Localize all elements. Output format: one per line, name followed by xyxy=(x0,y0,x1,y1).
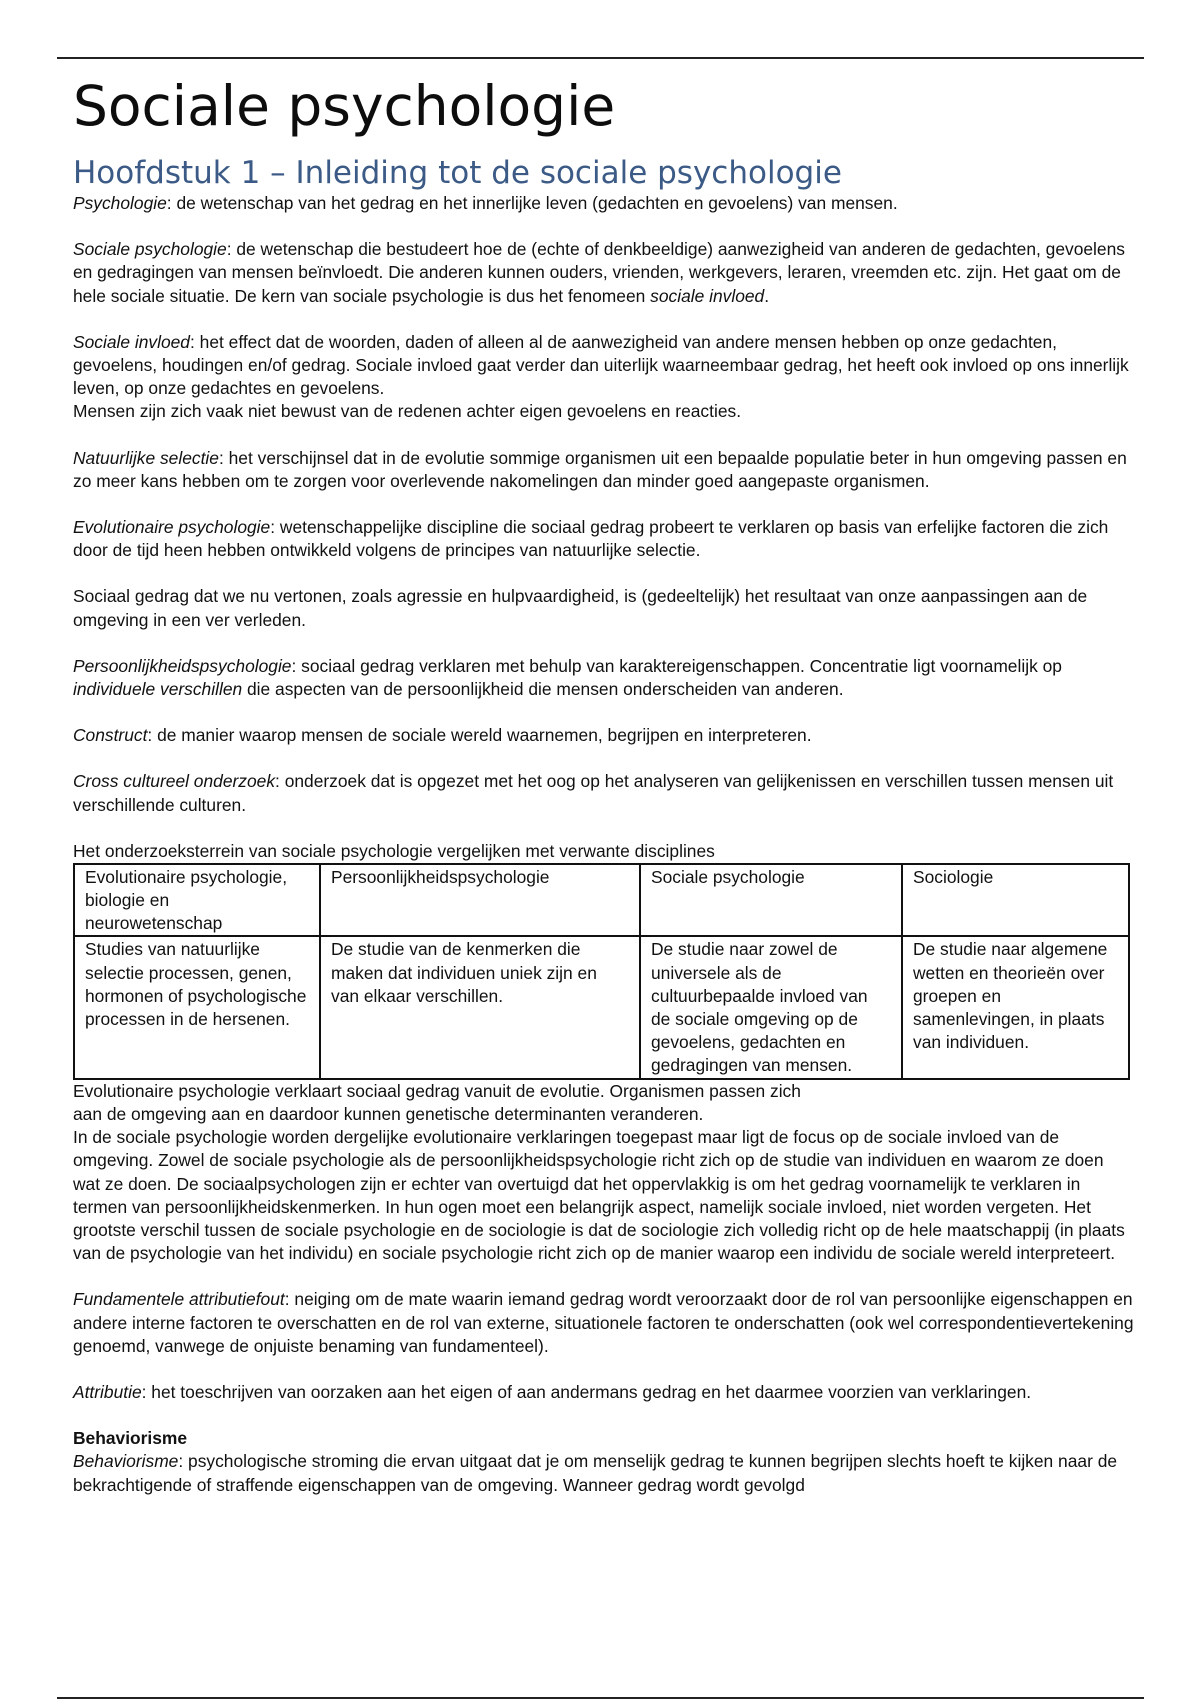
line: Evolutionaire psychologie verklaart sociaal gedrag vanuit de evolutie. Organismen passen zich xyxy=(73,1080,801,1101)
definition-end: die aspecten van de persoonlijkheid die mensen onderscheiden van anderen. xyxy=(242,679,844,700)
definition-behaviorisme xyxy=(73,1450,1135,1496)
definition-text: : de manier waarop mensen de sociale wereld waarnemen, begrijpen en interpreteren. xyxy=(147,725,812,746)
paragraph-sociaal-gedrag: Sociaal gedrag dat we nu vertonen, zoals agressie en hulpvaardigheid, is (gedeeltelijk) het resultaat van onze aanpassingen aan de omgeving in een ver verleden. xyxy=(73,586,1088,630)
definition-natuurlijke-selectie xyxy=(73,447,1135,493)
table-cell: De studie naar zowel de universele als de cultuurbepaalde invloed van de sociale omgeving op de gevoelens, gedachten en gedragingen van mensen. xyxy=(640,936,902,1078)
definition-sociale-invloed xyxy=(73,331,1135,424)
comparison-table xyxy=(73,863,1130,1080)
table-cell: Studies van natuurlijke selectie processen, genen, hormonen of psychologische processen in de hersenen. xyxy=(74,936,320,1078)
definition-cross-cultureel xyxy=(73,770,1135,816)
table-caption: Het onderzoeksterrein van sociale psychologie vergelijken met verwante disciplines xyxy=(73,840,715,861)
table-cell: De studie naar algemene wetten en theorieën over groepen en samenlevingen, in plaats van individuen. xyxy=(902,936,1129,1078)
term: Construct xyxy=(73,725,148,746)
line: aan de omgeving aan en daardoor kunnen genetische determinanten veranderen. xyxy=(73,1103,704,1124)
term: Evolutionaire psychologie xyxy=(73,517,271,538)
term: Sociale psychologie xyxy=(73,239,227,260)
definition-psychologie xyxy=(73,192,1135,215)
paragraph-evolutie xyxy=(73,1080,1135,1126)
term: Behaviorisme xyxy=(73,1451,179,1472)
definition-text: : de wetenschap van het gedrag en het innerlijke leven (gedachten en gevoelens) van mensen. xyxy=(166,193,898,213)
term: Sociale invloed xyxy=(73,331,190,352)
document-page xyxy=(73,72,1135,1497)
document-title: Sociale psychologie xyxy=(73,74,616,138)
definition-text: : wetenschappelijke discipline die sociaal gedrag probeert te verklaren op basis van erfelijke factoren die zich door de tijd heen hebben ontwikkeld volgens de principes van natuurlijke selectie. xyxy=(73,517,1109,561)
definition-attributie xyxy=(73,1381,1135,1404)
definition-evolutionaire-psychologie xyxy=(73,516,1135,562)
paragraph-vergelijking: In de sociale psychologie worden dergelijke evolutionaire verklaringen toegepast maar ligt de focus op de sociale invloed van de omgeving. Zowel de sociale psychologie als de persoonlijkheidspsychologie richt zich op de studie van individuen en waarom ze doen wat ze doen. De sociaalpsychologen zijn er echter van overtuigd dat het oppervlakkig is om het gedrag voornamelijk te verklaren in termen van persoonlijkheidskenmerken. In hun ogen moet een belangrijk aspect, namelijk sociale invloed, niet worden vergeten. Het grootste verschil tussen de sociale psychologie en de sociologie is dat de sociologie zich volledig richt op de hele maatschappij (in plaats van de psychologie van het individu) en sociale psychologie richt zich op de manier waarop een individu de sociale wereld interpreteert. xyxy=(73,1127,1125,1264)
section-heading-behaviorisme: Behaviorisme xyxy=(73,1428,188,1449)
term: Persoonlijkheidspsychologie xyxy=(73,655,292,676)
term: Fundamentele attributiefout xyxy=(73,1289,285,1310)
term: Natuurlijke selectie xyxy=(73,447,219,468)
definition-text: : sociaal gedrag verklaren met behulp van karaktereigenschappen. Concentratie ligt voornamelijk op xyxy=(291,655,1062,676)
term: Psychologie xyxy=(73,193,167,213)
top-rule xyxy=(57,57,1144,59)
definition-extra: Mensen zijn zich vaak niet bewust van de redenen achter eigen gevoelens en reacties. xyxy=(73,401,742,422)
table-header-cell: Sociale psychologie xyxy=(640,864,902,937)
term: individuele verschillen xyxy=(73,679,243,700)
definition-construct xyxy=(73,724,1135,747)
term: sociale invloed xyxy=(650,285,765,306)
table-row xyxy=(74,936,1129,1078)
definition-text: : het verschijnsel dat in de evolutie sommige organismen uit een bepaalde populatie beter in hun omgeving passen en zo meer kans hebben om te zorgen voor overlevende nakomelingen dan minder goed aangepaste organismen. xyxy=(73,447,1127,491)
definition-text: : onderzoek dat is opgezet met het oog op het analyseren van gelijkenissen en verschillen tussen mensen uit verschillende culturen. xyxy=(73,771,1114,815)
term: Attributie xyxy=(73,1381,142,1402)
chapter-heading: Hoofdstuk 1 – Inleiding tot de sociale psychologie xyxy=(73,155,842,191)
bottom-rule xyxy=(57,1697,1144,1699)
table-header-cell: Sociologie xyxy=(902,864,1129,937)
definition-fundamentele-attributiefout xyxy=(73,1288,1135,1358)
table-header-cell: Evolutionaire psychologie, biologie en neurowetenschap xyxy=(74,864,320,937)
definition-text: : de wetenschap die bestudeert hoe de (echte of denkbeeldige) aanwezigheid van anderen de gedachten, gevoelens en gedragingen van mensen beïnvloedt. Die anderen kunnen ouders, vrienden, werkgevers, leraren, vreemden etc. zijn. Het gaat om de hele sociale situatie. De kern van sociale psychologie is dus het fenomeen xyxy=(73,239,1125,306)
table-header-cell: Persoonlijkheidspsychologie xyxy=(320,864,640,937)
definition-text: : het effect dat de woorden, daden of alleen al de aanwezigheid van andere mensen hebben op onze gedachten, gevoelens, houdingen en/of gedrag. Sociale invloed gaat verder dan uiterlijk waarneembaar gedrag, het heeft ook invloed op ons innerlijk leven, op onze gedachtes en gevoelens. xyxy=(73,331,1129,399)
definition-text: : psychologische stroming die ervan uitgaat dat je om menselijk gedrag te kunnen begrijpen slechts hoeft te kijken naar de bekrachtigende of straffende eigenschappen van de omgeving. Wanneer gedrag wordt gevolgd xyxy=(73,1451,1118,1495)
definition-sociale-psychologie xyxy=(73,238,1135,308)
definition-text: : neiging om de mate waarin iemand gedrag wordt veroorzaakt door de rol van persoonlijke eigenschappen en andere interne factoren te overschatten en de rol van externe, situationele factoren te onderschatten (ook wel correspondentievertekening genoemd, vanwege de onjuiste benaming van fundamenteel). xyxy=(73,1289,1134,1356)
table-header-row xyxy=(74,864,1129,937)
term: Cross cultureel onderzoek xyxy=(73,771,276,792)
definition-end: . xyxy=(764,285,770,306)
definition-persoonlijkheidspsychologie xyxy=(73,655,1135,701)
definition-text: : het toeschrijven van oorzaken aan het eigen of aan andermans gedrag en het daarmee voorzien van verklaringen. xyxy=(141,1381,1032,1402)
table-cell: De studie van de kenmerken die maken dat individuen uniek zijn en van elkaar verschillen. xyxy=(320,936,640,1078)
